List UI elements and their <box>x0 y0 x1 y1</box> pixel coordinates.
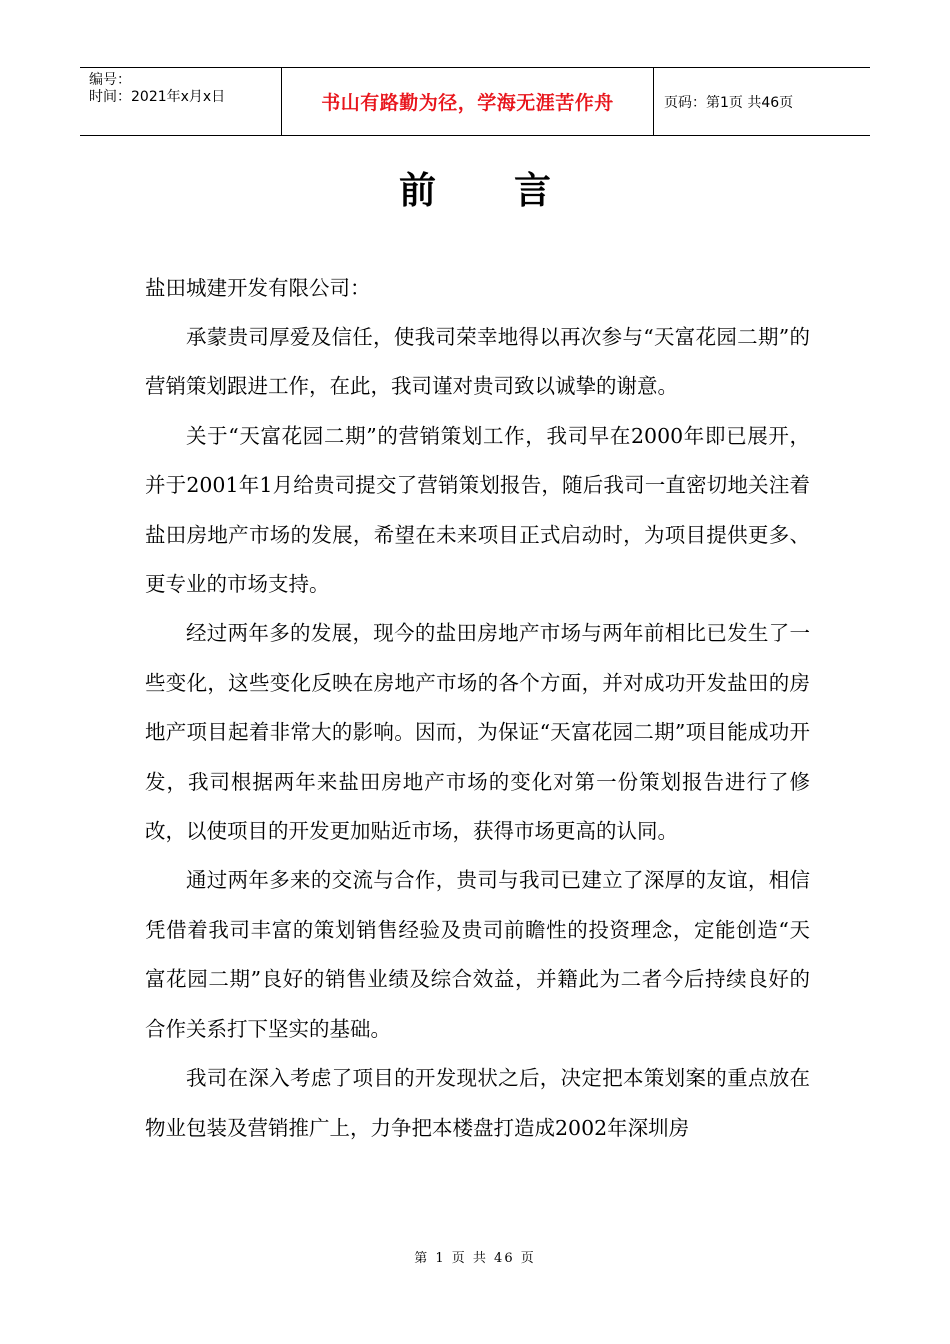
paragraph: 关于“天富花园二期”的营销策划工作，我司早在2000年即已展开，并于2001年1月给贵司提交了营销策划报告，随后我司一直密切地关注着盐田房地产市场的发展，希望在未来项目正式启动时，为项目提供更多、更专业的市场支持。 <box>145 423 810 597</box>
header-motto: 书山有路勤为径，学海无涯苦作舟 <box>321 92 614 114</box>
paragraph: 经过两年多的发展，现今的盐田房地产市场与两年前相比已发生了一些变化，这些变化反映在房地产市场的各个方面，并对成功开发盐田的房地产项目起着非常大的影响。因而，为保证“天富花园二期”项目能成功开发，我司根据两年来盐田房地产市场的变化对第一份策划报告进行了修改，以使项目的开发更加贴近市场，获得市场更高的认同。 <box>145 621 810 844</box>
salutation: 盐田城建开发有限公司： <box>145 276 371 300</box>
paragraph: 我司在深入考虑了项目的开发现状之后，决定把本策划案的重点放在物业包装及营销推广上，力争把本楼盘打造成2002年深圳房 <box>145 1066 810 1140</box>
document-title: 前言 <box>399 168 629 212</box>
page-footer: 第 1 页 共 46 页 <box>414 1251 536 1266</box>
paragraph: 承蒙贵司厚爱及信任，使我司荣幸地得以再次参与“天富花园二期”的营销策划跟进工作，在此，我司谨对贵司致以诚挚的谢意。 <box>145 325 810 399</box>
document-body <box>145 263 810 1153</box>
document-header <box>80 67 870 136</box>
header-page-code: 页码：第1页 共46页 <box>664 94 794 111</box>
header-meta-cell <box>80 68 282 135</box>
header-motto-cell <box>282 68 654 135</box>
header-page-cell <box>654 68 870 135</box>
document-time-label: 时间：2021年x月x日 <box>89 89 226 105</box>
document-number-label: 编号： <box>89 72 131 88</box>
paragraph: 通过两年多来的交流与合作，贵司与我司已建立了深厚的友谊，相信凭借着我司丰富的策划销售经验及贵司前瞻性的投资理念，定能创造“天富花园二期”良好的销售业绩及综合效益，并籍此为二者今后持续良好的合作关系打下坚实的基础。 <box>145 868 810 1041</box>
